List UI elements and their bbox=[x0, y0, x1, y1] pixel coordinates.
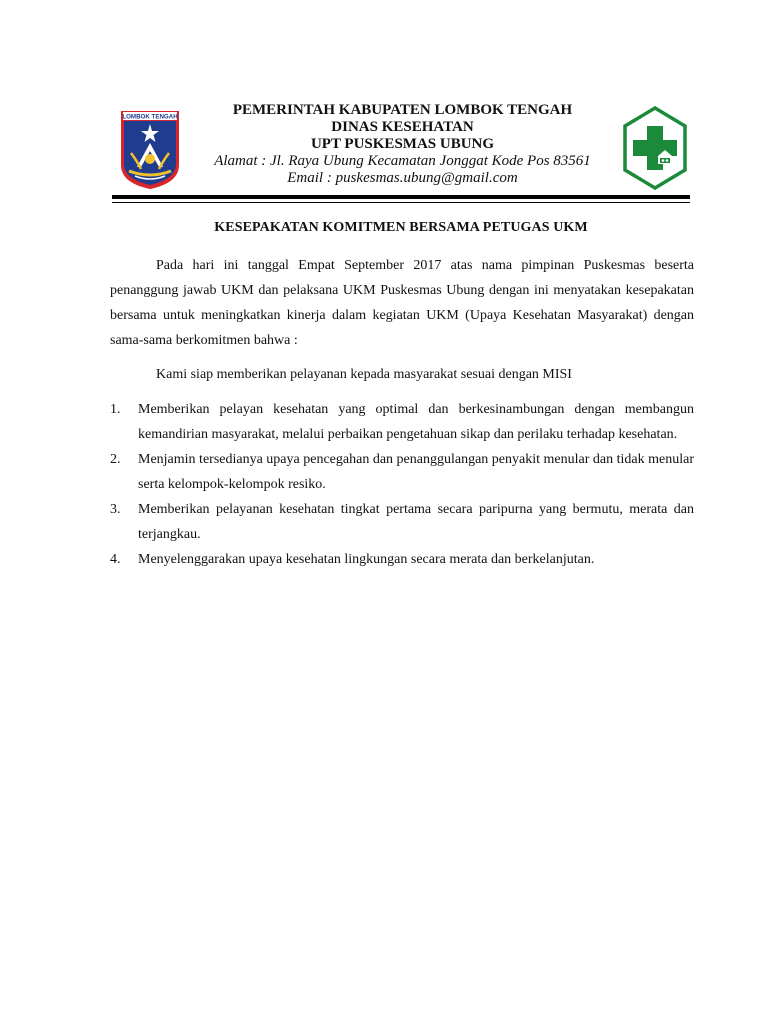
letterhead-email: Email : puskesmas.ubung@gmail.com bbox=[287, 170, 518, 186]
mission-number: 2. bbox=[110, 452, 121, 467]
mission-item bbox=[110, 397, 694, 447]
letterhead-unit: UPT PUSKESMAS UBUNG bbox=[310, 136, 495, 152]
puskesmas-logo-icon bbox=[622, 106, 688, 190]
mission-number: 4. bbox=[110, 552, 121, 567]
mission-list bbox=[110, 397, 694, 572]
letterhead bbox=[190, 102, 615, 187]
mission-text: Memberikan pelayanan kesehatan tingkat pertama secara paripurna yang bermutu, merata dan terjangkau. bbox=[138, 502, 694, 542]
opening-paragraph: Pada hari ini tanggal Empat September 2017 atas nama pimpinan Puskesmas beserta penanggung jawab UKM dan pelaksana UKM Puskesmas Ubung dengan ini menyatakan kesepakatan bersama untuk meningkatkan kinerja dalam kegiatan UKM (Upaya Kesehatan Masyarakat) dengan sama-sama berkomitmen bahwa : bbox=[110, 258, 694, 348]
lombok-tengah-emblem-icon bbox=[119, 109, 181, 191]
mission-item bbox=[110, 497, 694, 547]
letterhead-department: DINAS KESEHATAN bbox=[331, 119, 474, 135]
letterhead-divider-thin bbox=[112, 202, 690, 203]
mission-item bbox=[110, 447, 694, 497]
mission-number: 3. bbox=[110, 502, 121, 517]
mission-text: Menyelenggarakan upaya kesehatan lingkungan secara merata dan berkelanjutan. bbox=[138, 552, 595, 567]
mission-item bbox=[110, 547, 694, 572]
document-title: KESEPAKATAN KOMITMEN BERSAMA PETUGAS UKM bbox=[214, 220, 588, 235]
mission-intro: Kami siap memberikan pelayanan kepada masyarakat sesuai dengan MISI bbox=[156, 367, 572, 382]
logo-left-label: LOMBOK TENGAH bbox=[122, 113, 178, 121]
letterhead-address: Alamat : Jl. Raya Ubung Kecamatan Jonggat Kode Pos 83561 bbox=[214, 153, 591, 169]
mission-text: Memberikan pelayan kesehatan yang optimal dan berkesinambungan dengan membangun kemandirian masyarakat, melalui perbaikan pengetahuan sikap dan perilaku terhadap kesehatan. bbox=[138, 402, 694, 442]
letterhead-government: PEMERINTAH KABUPATEN LOMBOK TENGAH bbox=[232, 102, 573, 118]
letterhead-divider-thick bbox=[112, 195, 690, 199]
mission-number: 1. bbox=[110, 402, 121, 417]
mission-text: Menjamin tersedianya upaya pencegahan dan penanggulangan penyakit menular dan tidak menular serta kelompok-kelompok resiko. bbox=[138, 452, 694, 492]
